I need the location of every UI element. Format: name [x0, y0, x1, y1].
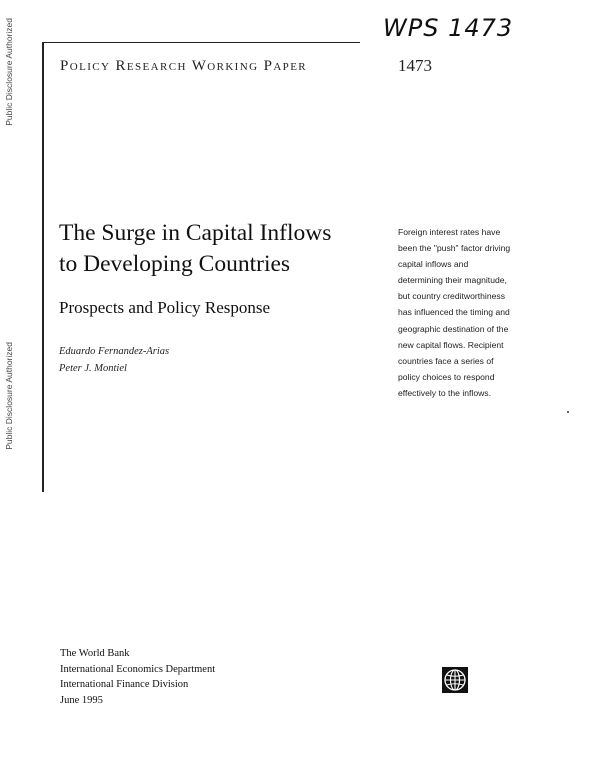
paper-subtitle: Prospects and Policy Response [59, 298, 271, 317]
publisher-line: International Finance Division [60, 679, 189, 690]
publisher-line: The World Bank [60, 648, 130, 659]
stray-mark [567, 411, 569, 413]
disclosure-stamp-top: Public Disclosure Authorized [4, 18, 14, 126]
title-line: The Surge in Capital Inflows [59, 220, 332, 246]
abstract-line: effectively to the inflows. [398, 387, 491, 398]
header-rule-horizontal [42, 42, 360, 43]
abstract-line: been the "push" factor driving [398, 243, 511, 254]
abstract-line: but country creditworthiness [398, 291, 505, 302]
publisher-block [60, 646, 215, 708]
author-name: Eduardo Fernandez-Arias [59, 346, 170, 357]
author-name: Peter J. Montiel [59, 363, 127, 374]
publisher-line: June 1995 [60, 694, 103, 706]
abstract-line: capital inflows and [398, 259, 469, 270]
author-list [59, 343, 169, 377]
handwritten-report-number: WPS 1473 [383, 14, 514, 42]
disclosure-stamp-bottom: Public Disclosure Authorized [4, 342, 14, 450]
publisher-line: International Economics Department [60, 663, 216, 675]
world-bank-globe-icon [442, 667, 468, 693]
header-rule-vertical [42, 42, 44, 492]
paper-title [59, 218, 379, 280]
series-title: Policy Research Working Paper [60, 58, 308, 74]
abstract-summary [398, 224, 548, 401]
abstract-line: has influenced the timing and [398, 307, 510, 318]
abstract-line: new capital flows. Recipient [398, 339, 504, 350]
abstract-line: determining their magnitude, [398, 275, 507, 286]
paper-number: 1473 [398, 56, 432, 75]
abstract-line: policy choices to respond [398, 371, 495, 382]
title-line: to Developing Countries [59, 251, 291, 277]
abstract-line: Foreign interest rates have [398, 227, 501, 237]
abstract-line: countries face a series of [398, 355, 494, 366]
abstract-line: geographic destination of the [398, 323, 509, 334]
